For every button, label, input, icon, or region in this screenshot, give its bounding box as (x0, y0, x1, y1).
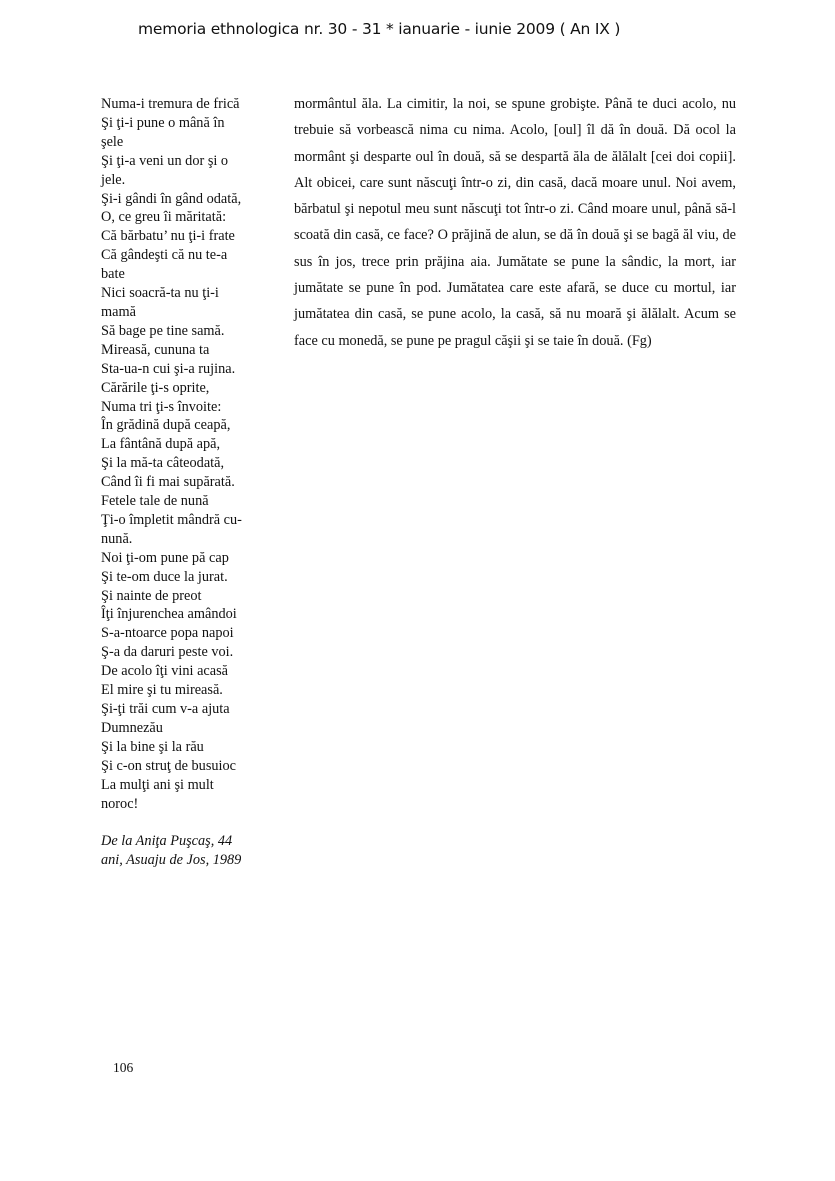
page-number: 106 (113, 1060, 134, 1075)
poem-line: Nici soacră-ta nu ţi-i (101, 285, 219, 302)
poem-line: Să bage pe tine samă. (101, 322, 225, 339)
poem-line: Şi la bine şi la rău (101, 738, 204, 755)
poem-line: Şi la mă-ta câteodată, (101, 455, 225, 472)
poem-line: Că bărbatu’ nu ţi-i frate (101, 228, 235, 245)
poem-line: Şi ţi-i pune o mână în (101, 114, 225, 131)
poem-line: Fetele tale de nună (101, 493, 209, 510)
poem-line: Şi-i gândi în gând odată, (101, 190, 242, 207)
poem-line: O, ce greu îi măritată: (101, 209, 227, 226)
poem-line: Îţi înjurenchea amândoi (101, 606, 237, 623)
poem-line: Noi ţi-om pune pă cap (101, 549, 229, 566)
poem-line: Şi te-om duce la jurat. (101, 568, 228, 585)
poem-line: S-a-ntoarce popa napoi (101, 625, 234, 642)
poem-line: La mulţi ani şi mult (101, 776, 214, 793)
poem-line: Numa-i tremura de frică (101, 96, 240, 112)
poem-line: Şi ţi-a veni un dor şi o (101, 152, 229, 169)
poem-line: Ţi-o împletit mândră cu- (101, 511, 242, 528)
poem-line: Ş-a da daruri peste voi. (101, 644, 234, 661)
poem-line: De acolo îţi vini acasă (101, 663, 229, 680)
poem-line: Mireasă, cununa ta (101, 341, 210, 358)
poem-column (101, 95, 276, 870)
poem-line: Şi-ţi trăi cum v-a ajuta (101, 701, 230, 717)
poem-line: Şi c-on struţ de busuioc (101, 757, 237, 774)
prose-column (294, 91, 736, 354)
poem-line: El mire şi tu mireasă. (101, 682, 223, 699)
poem-line: nună. (101, 530, 133, 547)
attribution-line: ani, Asuaju de Jos, 1989 (101, 852, 242, 869)
poem-line: noroc! (101, 795, 139, 812)
poem-line: În grădină după ceapă, (101, 417, 231, 434)
poem-line: mamă (101, 303, 136, 320)
poem-line: La fântână după apă, (101, 436, 221, 453)
poem-line: bate (101, 266, 125, 283)
stanza-gap (101, 813, 276, 832)
poem-line: Sta-ua-n cui şi-a rujina. (101, 360, 236, 377)
poem-line: Dumnezău (101, 719, 163, 736)
poem-line: Când îi fi mai supărată. (101, 474, 235, 491)
running-header: memoria ethnologica nr. 30 - 31 * ianuarie - iunie 2009 ( An IX ) (138, 20, 621, 38)
poem-line: Numa tri ţi-s învoite: (101, 398, 222, 415)
poem-line: Că gândeşti că nu te-a (101, 247, 228, 264)
prose-paragraph: mormântul ăla. La cimitir, la noi, se spune grobişte. Până te duci acolo, nu trebuie să vorbească nima cu nima. Acolo, [oul] îl dă în două. Dă ocol la mormânt şi desparte oul în două, să se despartă ăla de ălălalt [cei doi copii]. Alt obicei, care sunt născuţi într-o zi, din casă, dacă moare unul. Noi avem, bărbatul şi nepotul meu sunt născuţi tot într-o zi. Când moare unul, până să-l scoată din casă, ce face? O prăjină de alun, se dă în două şi se bagă ăl viu, de sus în jos, trece prin prăjina aia. Jumătate se pune la sândic, la mort, iar jumătate se pune în pod. Jumătatea care este afară, se duce cu mortul, iar jumătatea din casă, se pune acolo, la casă, să nu moară şi ălălalt. Acum se face cu monedă, se pune pe pragul căşii şi se taie în două. (Fg) (294, 96, 736, 349)
poem-line: şele (101, 133, 124, 150)
poem-line: jele. (101, 171, 126, 188)
attribution-line: De la Aniţa Puşcaş, 44 (101, 833, 233, 850)
poem-line: Cărările ţi-s oprite, (101, 379, 210, 396)
poem-line: Şi nainte de preot (101, 587, 202, 604)
